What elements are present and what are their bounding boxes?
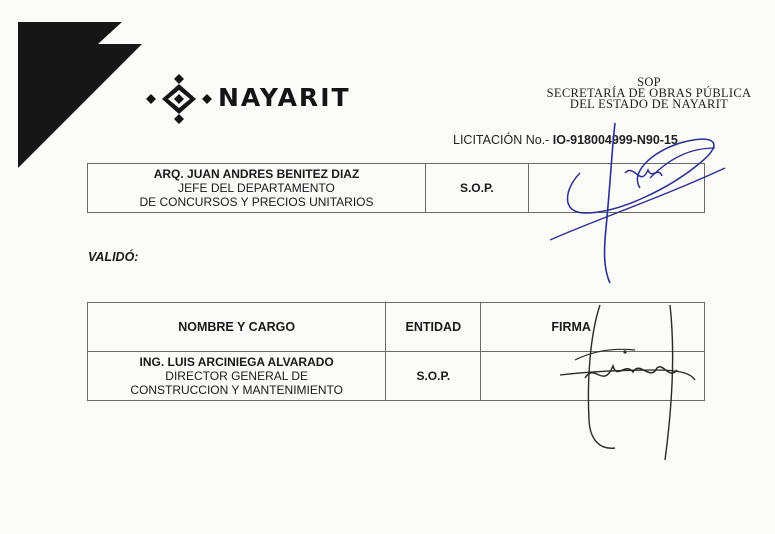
validator-position: CONSTRUCCION Y MANTENIMIENTO — [130, 383, 343, 397]
nayarit-logo-icon — [146, 74, 216, 124]
table-row — [88, 352, 705, 401]
signatory-name: ARQ. JUAN ANDRES BENITEZ DIAZ — [153, 167, 360, 181]
licitacion-line — [453, 133, 678, 147]
name-position-cell — [88, 164, 426, 213]
validation-table — [87, 302, 705, 401]
table-row — [88, 164, 705, 213]
agency-line: DEL ESTADO DE NAYARIT — [569, 97, 729, 111]
agency-line: SECRETARÍA DE OBRAS PÚBLICA — [546, 86, 752, 100]
signature-cell — [481, 352, 705, 401]
entity-cell: S.O.P. — [386, 352, 481, 401]
header-firma: FIRMA — [481, 303, 705, 352]
signature-cell — [528, 164, 704, 213]
name-position-cell — [88, 352, 386, 401]
licitacion-label: LICITACIÓN No.- — [453, 133, 550, 147]
valido-label: VALIDÓ: — [88, 250, 139, 264]
corner-graphic-icon — [0, 0, 150, 170]
entity-cell: S.O.P. — [426, 164, 529, 213]
logo-wordmark: NAYARIT — [218, 83, 351, 112]
validator-name: ING. LUIS ARCINIEGA ALVARADO — [139, 355, 334, 369]
header-entidad: ENTIDAD — [386, 303, 481, 352]
signatory-table — [87, 163, 705, 213]
agency-header — [520, 77, 775, 110]
table-header-row — [88, 303, 705, 352]
signatory-position: DE CONCURSOS Y PRECIOS UNITARIOS — [139, 195, 374, 209]
header-name-cargo: NOMBRE Y CARGO — [88, 303, 386, 352]
agency-line: SOP — [637, 75, 661, 89]
licitacion-number: IO-918004999-N90-15 — [552, 133, 678, 147]
validator-position: DIRECTOR GENERAL DE — [165, 369, 308, 383]
signatory-position: JEFE DEL DEPARTAMENTO — [178, 181, 335, 195]
